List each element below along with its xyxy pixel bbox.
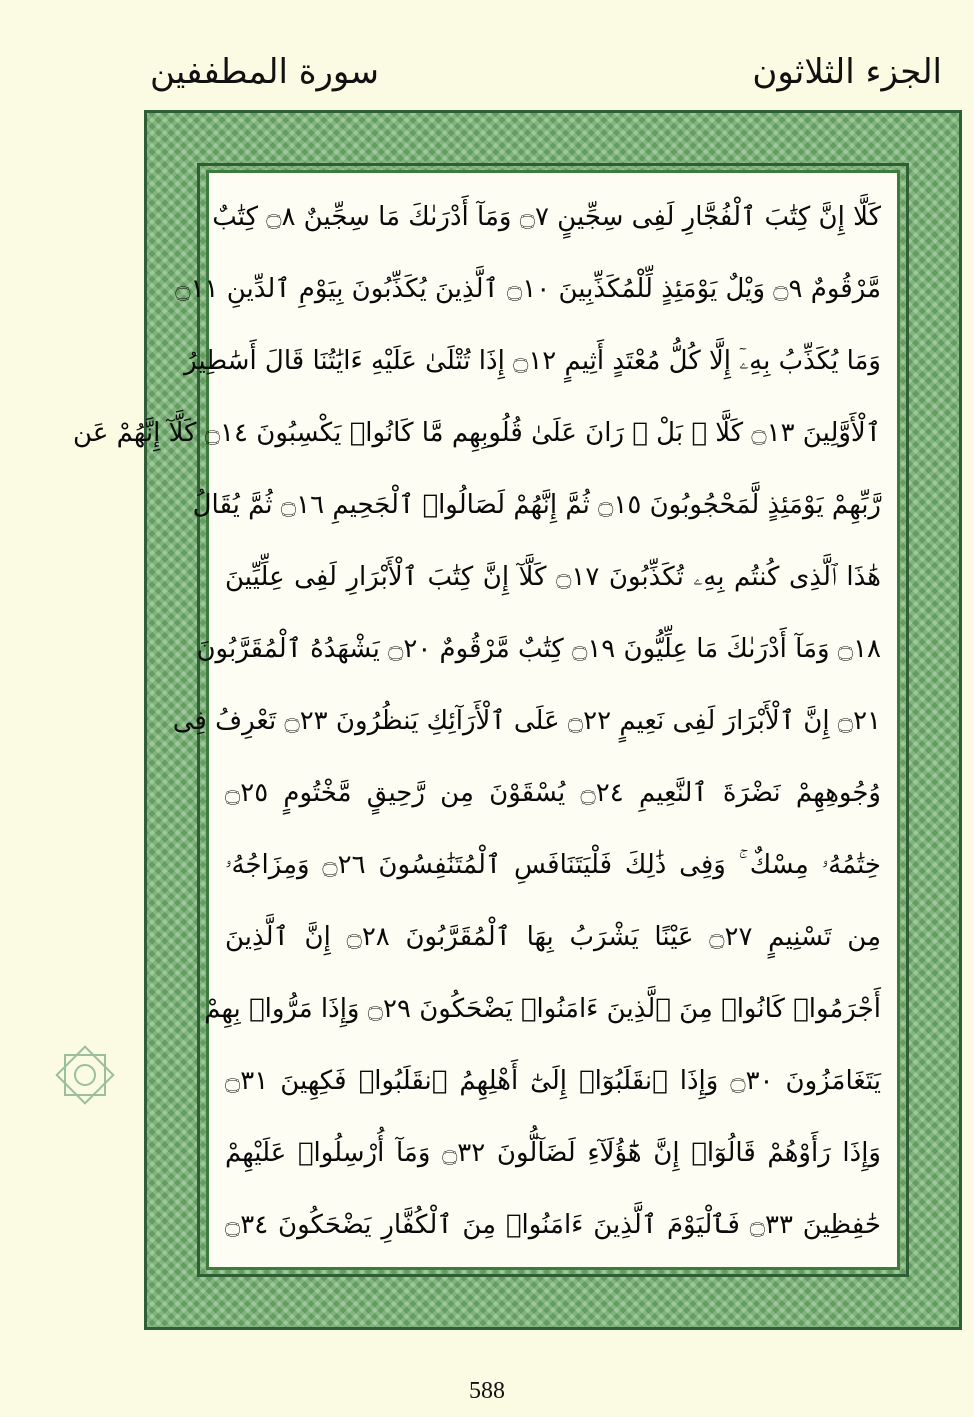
text-line: رَّبِّهِمْ يَوْمَئِذٍ لَّمَحْجُوبُونَ ۝١٥ ثُمَّ إِنَّهُمْ لَصَالُوا۟ ٱلْجَحِيمِ ۝١٦ ثُمَّ يُقَالُ [192, 490, 881, 520]
juz-header: الجزء الثلاثون [752, 52, 942, 92]
text-line: أَجْرَمُوا۟ كَانُوا۟ مِنَ ٱلَّذِينَ ءَامَنُوا۟ يَضْحَكُونَ ۝٢٩ وَإِذَا مَرُّوا۟ بِهِمْ [204, 994, 881, 1024]
text-line: يَتَغَامَزُونَ ۝٣٠ وَإِذَا ٱنقَلَبُوٓا۟ إِلَىٰٓ أَهْلِهِمُ ٱنقَلَبُوا۟ فَكِهِينَ ۝٣١ [225, 1066, 882, 1096]
text-line: ٱلْأَوَّلِينَ ۝١٣ كَلَّا ۖ بَلْ ۜ رَانَ عَلَىٰ قُلُوبِهِم مَّا كَانُوا۟ يَكْسِبُونَ ۝١٤ كَلَّآ إِنَّهُمْ عَن [73, 418, 881, 448]
text-line: مَّرْقُومٌ ۝٩ وَيْلٌ يَوْمَئِذٍ لِّلْمُكَذِّبِينَ ۝١٠ ٱلَّذِينَ يُكَذِّبُونَ بِيَوْمِ ٱلدِّينِ ۝١١ [175, 274, 881, 304]
text-line: كَلَّا إِنَّ كِتَٰبَ ٱلْفُجَّارِ لَفِى سِجِّينٍ ۝٧ وَمَآ أَدْرَىٰكَ مَا سِجِّينٌ ۝٨ كِتَٰبٌ [212, 202, 881, 232]
surah-header: سورة المطففين [150, 52, 379, 92]
text-line: وَإِذَا رَأَوْهُمْ قَالُوٓا۟ إِنَّ هَٰٓؤُلَآءِ لَضَآلُّونَ ۝٣٢ وَمَآ أُرْسِلُوا۟ عَلَيْهِمْ [225, 1138, 881, 1168]
text-panel [73, 170, 900, 1270]
text-line: وَمَا يُكَذِّبُ بِهِۦٓ إِلَّا كُلُّ مُعْتَدٍ أَثِيمٍ ۝١٢ إِذَا تُتْلَىٰ عَلَيْهِ ءَايَٰتُنَا قَالَ أَسَٰطِيرُ [184, 346, 881, 376]
text-line: هَٰذَا ٱلَّذِى كُنتُم بِهِۦ تُكَذِّبُونَ ۝١٧ كَلَّآ إِنَّ كِتَٰبَ ٱلْأَبْرَارِ لَفِى عِلِّيِّينَ [225, 562, 882, 592]
text-line: خِتَٰمُهُۥ مِسْكٌ ۚ وَفِى ذَٰلِكَ فَلْيَتَنَافَسِ ٱلْمُتَنَٰفِسُونَ ۝٢٦ وَمِزَاجُهُۥ [225, 850, 881, 880]
hizb-marker-icon [50, 1040, 120, 1110]
text-line: وُجُوهِهِمْ نَضْرَةَ ٱلنَّعِيمِ ۝٢٤ يُسْقَوْنَ مِن رَّحِيقٍ مَّخْتُومٍ ۝٢٥ [225, 778, 881, 808]
text-line: ۝١٨ وَمَآ أَدْرَىٰكَ مَا عِلِّيُّونَ ۝١٩ كِتَٰبٌ مَّرْقُومٌ ۝٢٠ يَشْهَدُهُ ٱلْمُقَرَّبُونَ [196, 634, 881, 664]
text-line: حَٰفِظِينَ ۝٣٣ فَٱلْيَوْمَ ٱلَّذِينَ ءَامَنُوا۟ مِنَ ٱلْكُفَّارِ يَضْحَكُونَ ۝٣٤ [225, 1210, 881, 1240]
page-number: 588 [469, 1378, 505, 1404]
text-line: ۝٢١ إِنَّ ٱلْأَبْرَارَ لَفِى نَعِيمٍ ۝٢٢ عَلَى ٱلْأَرَآئِكِ يَنظُرُونَ ۝٢٣ تَعْرِفُ فِى [172, 706, 881, 736]
text-line: مِن تَسْنِيمٍ ۝٢٧ عَيْنًا يَشْرَبُ بِهَا ٱلْمُقَرَّبُونَ ۝٢٨ إِنَّ ٱلَّذِينَ [225, 922, 881, 952]
